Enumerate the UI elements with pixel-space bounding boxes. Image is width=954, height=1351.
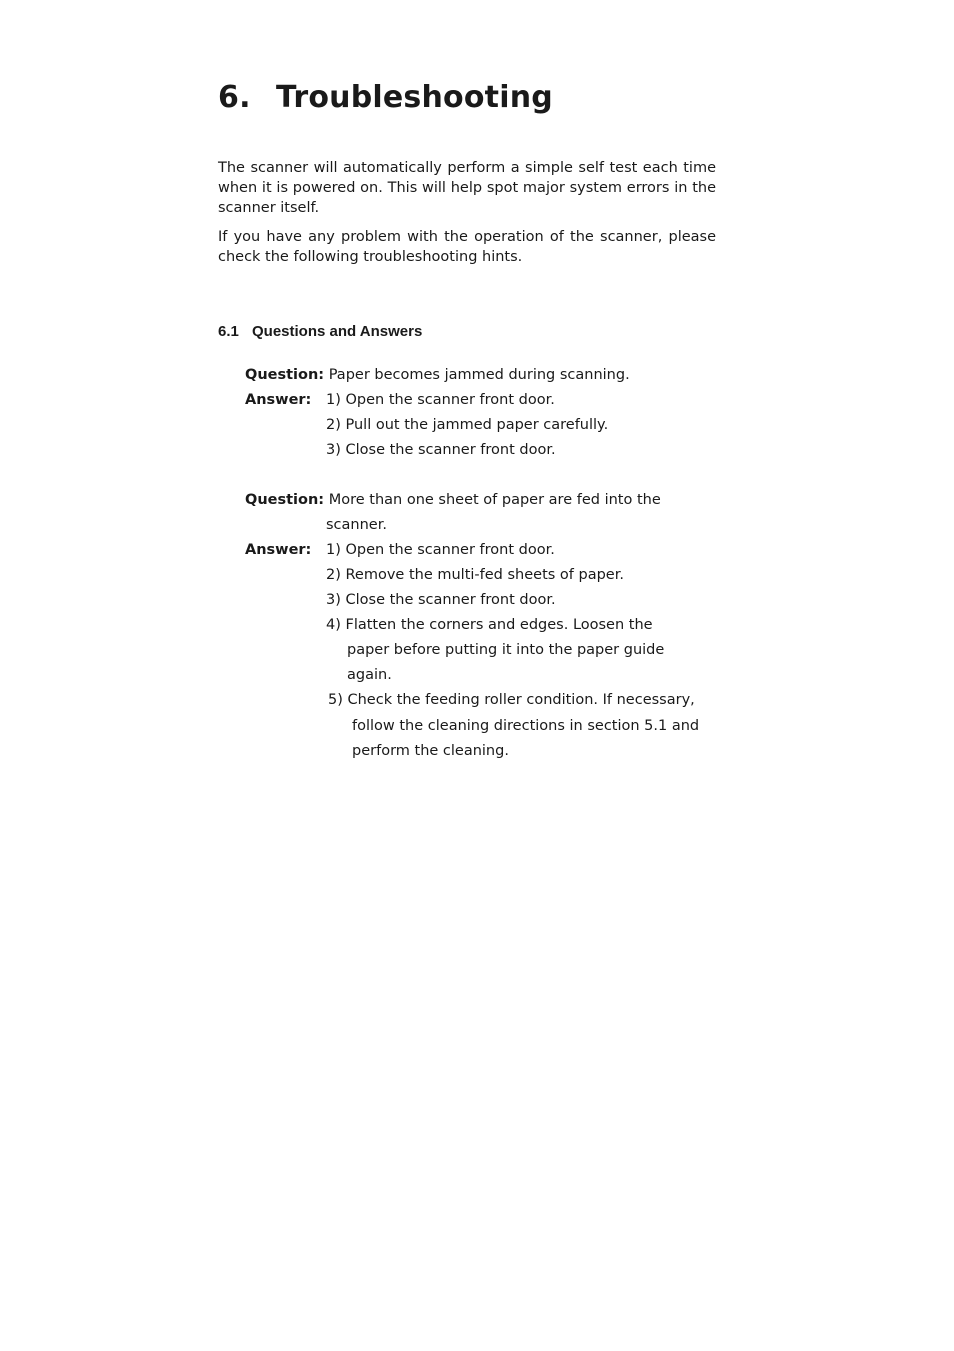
- answer-step-continued: perform the cleaning.: [352, 743, 509, 759]
- question-1: [245, 365, 630, 385]
- section-title: Questions and Answers: [252, 323, 423, 340]
- question-2: [245, 490, 661, 510]
- answer-step: 2) Remove the multi-fed sheets of paper.: [326, 567, 624, 583]
- section-heading: [218, 323, 422, 340]
- answer-step-continued: follow the cleaning directions in section 5.1 and: [352, 718, 700, 734]
- intro-paragraph-1: The scanner will automatically perform a simple self test each time when it is powered on. This will help spot major system errors in the scanner itself.: [218, 160, 716, 216]
- answer-label: Answer:: [245, 542, 312, 558]
- intro-paragraph-2: If you have any problem with the operation of the scanner, please check the following troubleshooting hints.: [218, 229, 716, 265]
- chapter-title-text: Troubleshooting: [276, 80, 553, 115]
- section-number: 6.1: [218, 323, 239, 340]
- chapter-number: 6.: [218, 80, 251, 115]
- question-text: Paper becomes jammed during scanning.: [328, 367, 630, 383]
- answer-step: 4) Flatten the corners and edges. Loosen the: [326, 617, 653, 633]
- answer-step: 1) Open the scanner front door.: [326, 392, 555, 408]
- question-text: More than one sheet of paper are fed into the: [328, 492, 661, 508]
- question-text-continued: scanner.: [326, 517, 387, 533]
- answer-step: 1) Open the scanner front door.: [326, 542, 555, 558]
- answer-step: 3) Close the scanner front door.: [326, 592, 556, 608]
- answer-step: 3) Close the scanner front door.: [326, 442, 556, 458]
- question-label: Question:: [245, 492, 325, 508]
- question-label: Question:: [245, 367, 325, 383]
- chapter-title: [218, 80, 553, 115]
- answer-step-continued: paper before putting it into the paper guide: [347, 642, 665, 658]
- answer-step: 2) Pull out the jammed paper carefully.: [326, 417, 609, 433]
- answer-step: 5) Check the feeding roller condition. If necessary,: [328, 692, 695, 708]
- answer-step-continued: again.: [347, 667, 392, 683]
- answer-label: Answer:: [245, 392, 312, 408]
